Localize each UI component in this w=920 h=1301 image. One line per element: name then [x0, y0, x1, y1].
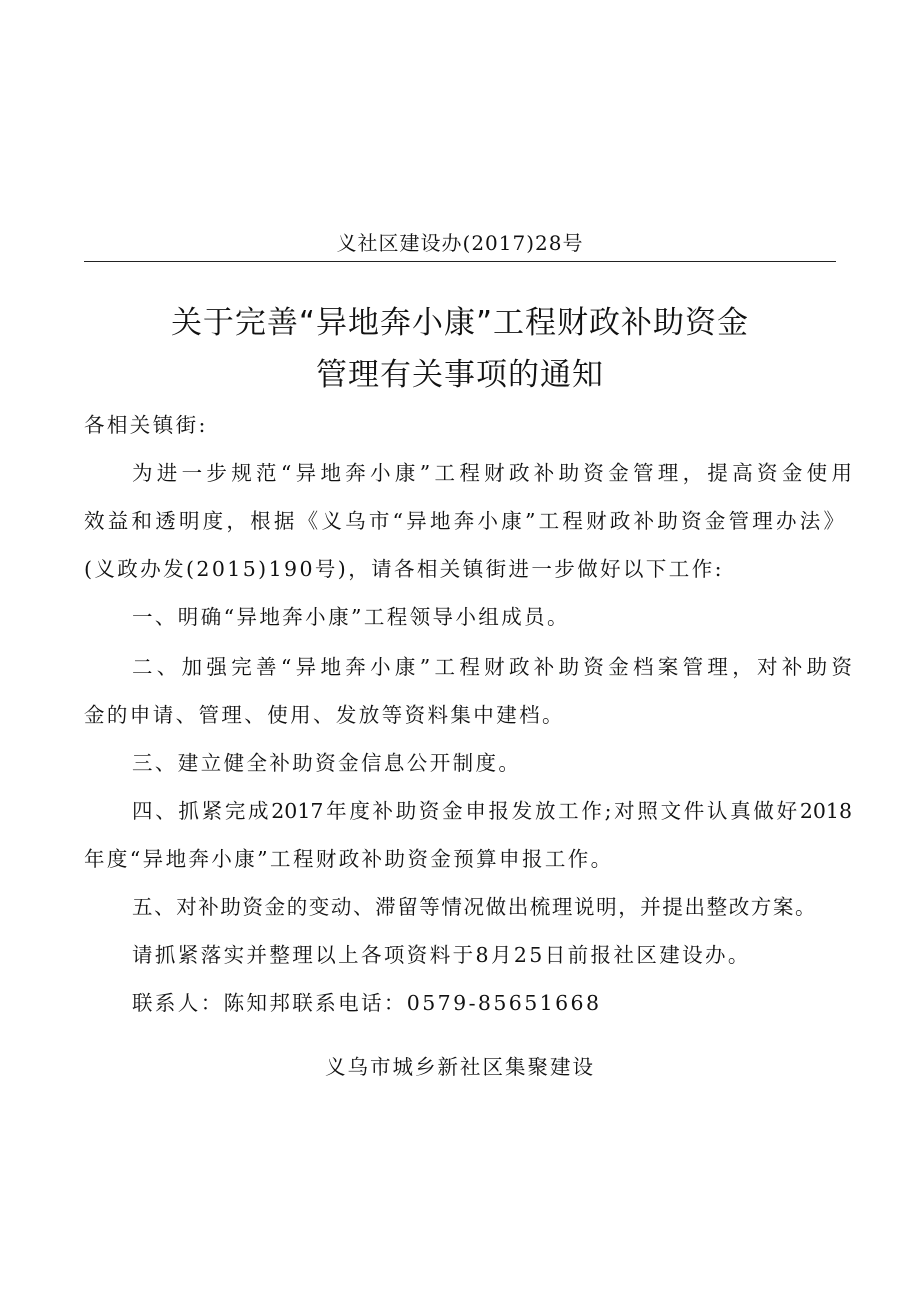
document-title-line-2: 管理有关事项的通知: [316, 357, 604, 393]
contact-info: 联系人：陈知邦联系电话：0579-85651668: [132, 991, 602, 1015]
item-2-line-1: 二、加强完善“异地奔小康”工程财政补助资金档案管理，对补助资: [132, 655, 852, 679]
item-4-line-1: 四、抓紧完成2017年度补助资金申报发放工作;对照文件认真做好2018: [132, 799, 852, 823]
item-2-line-2: 金的申请、管理、使用、发放等资料集中建档。: [84, 703, 565, 727]
deadline-note: 请抓紧落实并整理以上各项资料于8月25日前报社区建设办。: [132, 943, 751, 967]
header-divider: [84, 261, 836, 262]
item-1: 一、明确“异地奔小康”工程领导小组成员。: [132, 605, 570, 629]
intro-paragraph-line-2: 效益和透明度，根据《义乌市“异地奔小康”工程财政补助资金管理办法》: [84, 509, 844, 533]
intro-paragraph-line-1: 为进一步规范“异地奔小康”工程财政补助资金管理，提高资金使用: [132, 461, 852, 485]
issuer-signature: 义乌市城乡新社区集聚建设: [325, 1055, 595, 1079]
document-number: 义社区建设办(2017)28号: [336, 231, 584, 255]
document-title-line-1: 关于完善“异地奔小康”工程财政补助资金: [170, 305, 750, 341]
intro-paragraph-line-3: (义政办发(2015)190号)，请各相关镇街进一步做好以下工作:: [84, 557, 724, 581]
item-4-line-2: 年度“异地奔小康”工程财政补助资金预算申报工作。: [84, 847, 614, 871]
salutation: 各相关镇街:: [84, 413, 208, 437]
item-3: 三、建立健全补助资金信息公开制度。: [132, 751, 522, 775]
item-5: 五、对补助资金的变动、滞留等情况做出梳理说明，并提出整改方案。: [132, 895, 818, 919]
